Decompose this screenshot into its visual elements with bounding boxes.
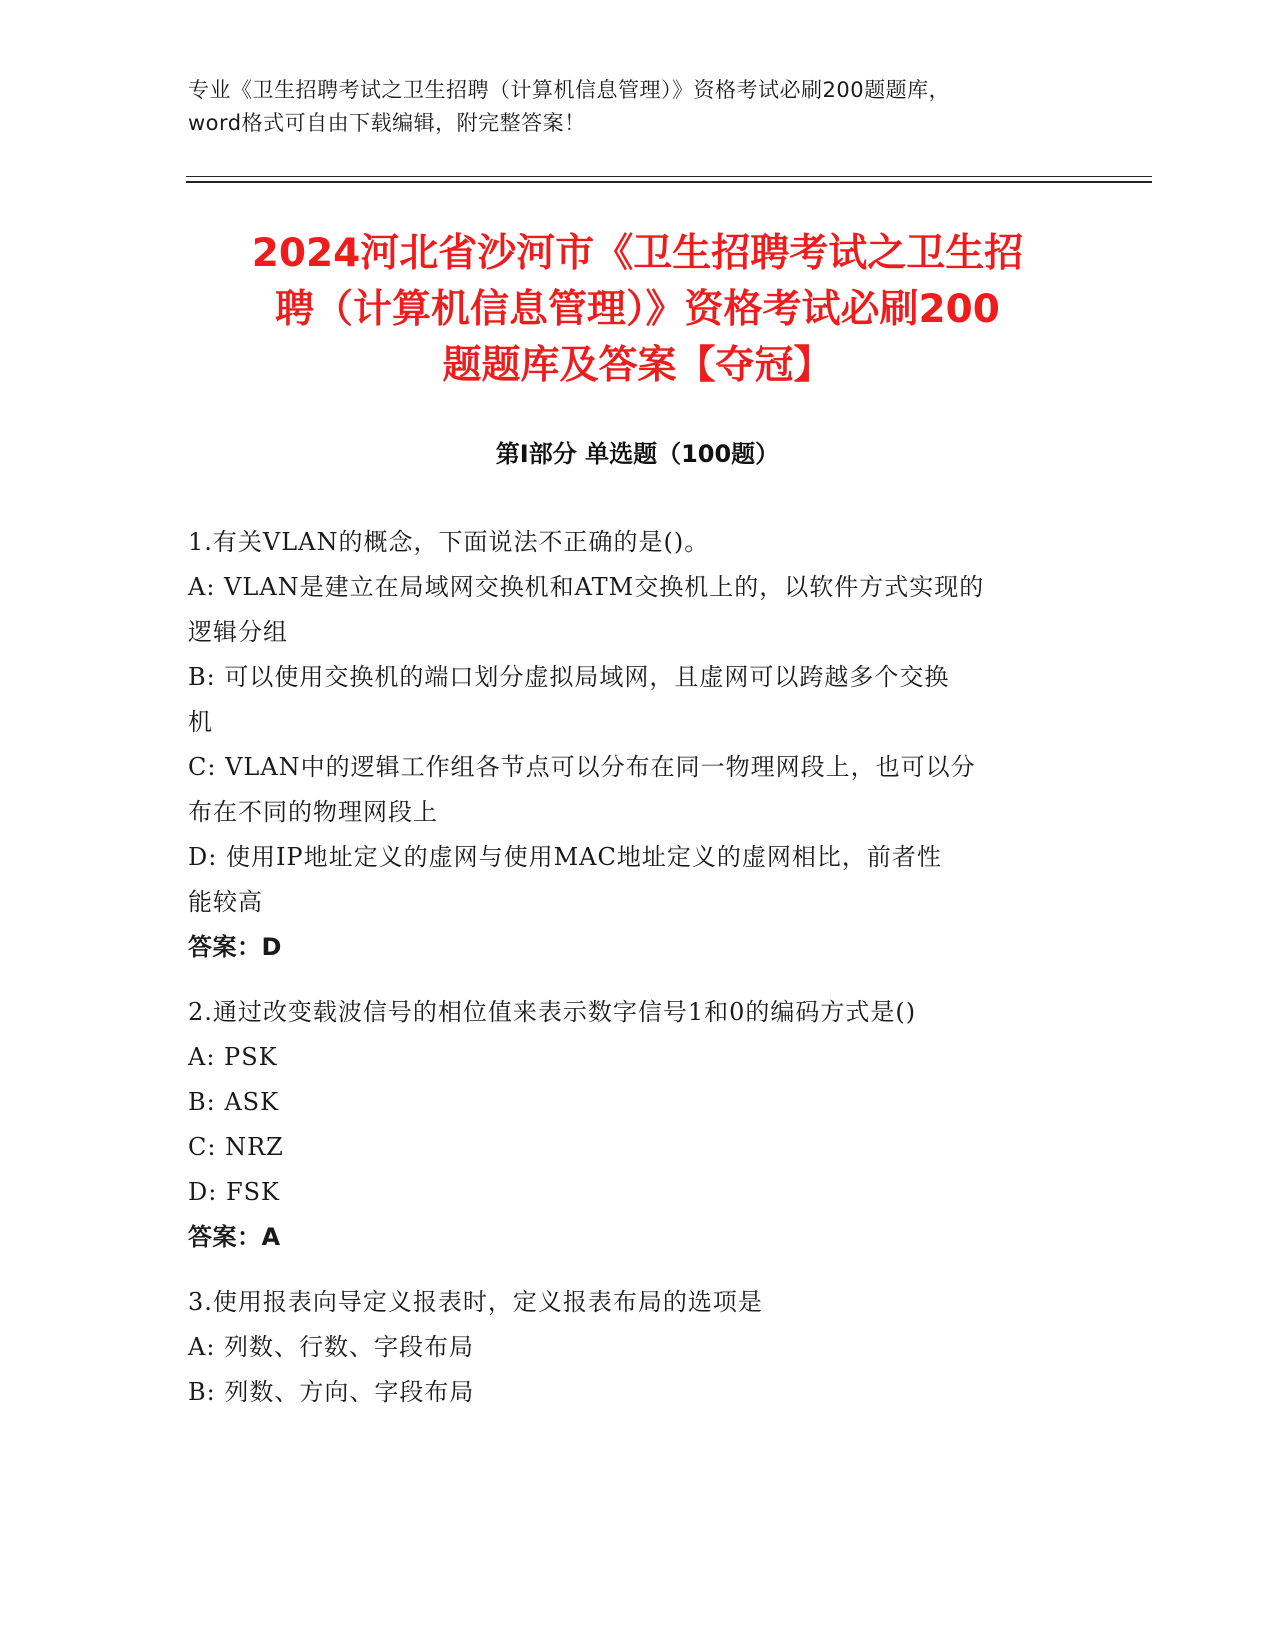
question-stem: 3.使用报表向导定义报表时，定义报表布局的选项是 <box>188 1288 763 1316</box>
question-item <box>188 1280 1088 1415</box>
question-item <box>188 520 1088 970</box>
answer: 答案：A <box>188 1223 281 1251</box>
header-note-line: word格式可自由下载编辑，附完整答案！ <box>188 111 586 135</box>
title-line: 题题库及答案【夺冠】 <box>442 343 833 388</box>
answer: 答案：D <box>188 933 282 961</box>
option-d: D: FSK <box>188 1178 280 1206</box>
option-b-continued: 机 <box>188 708 213 736</box>
option-b: B: 可以使用交换机的端口划分虚拟局域网，且虚网可以跨越多个交换 <box>188 663 950 691</box>
option-b: B: 列数、方向、字段布局 <box>188 1378 475 1406</box>
question-stem: 2.通过改变载波信号的相位值来表示数字信号1和0的编码方式是() <box>188 998 917 1026</box>
option-a-continued: 逻辑分组 <box>188 618 288 646</box>
option-b: B: ASK <box>188 1088 280 1116</box>
title-line: 聘（计算机信息管理）》资格考试必刷200 <box>275 287 1000 332</box>
document-title <box>150 226 1125 394</box>
header-note-line: 专业《卫生招聘考试之卫生招聘（计算机信息管理）》资格考试必刷200题题库， <box>188 78 951 102</box>
question-list <box>188 520 1088 1435</box>
option-d: D: 使用IP地址定义的虚网与使用MAC地址定义的虚网相比，前者性 <box>188 843 942 871</box>
header-note <box>188 74 1088 140</box>
question-stem: 1.有关VLAN的概念，下面说法不正确的是()。 <box>188 528 710 556</box>
option-a: A: VLAN是建立在局域网交换机和ATM交换机上的，以软件方式实现的 <box>188 573 985 601</box>
question-item <box>188 990 1088 1260</box>
option-a: A: PSK <box>188 1043 278 1071</box>
option-c: C: NRZ <box>188 1133 284 1161</box>
title-line: 2024河北省沙河市《卫生招聘考试之卫生招 <box>251 231 1024 276</box>
header-divider-thick <box>186 181 1152 183</box>
section-heading: 第I部分 单选题（100题） <box>495 440 780 468</box>
option-d-continued: 能较高 <box>188 888 263 916</box>
option-c: C: VLAN中的逻辑工作组各节点可以分布在同一物理网段上，也可以分 <box>188 753 976 781</box>
option-a: A: 列数、行数、字段布局 <box>188 1333 475 1361</box>
header-divider-thin <box>186 176 1152 177</box>
option-c-continued: 布在不同的物理网段上 <box>188 798 438 826</box>
